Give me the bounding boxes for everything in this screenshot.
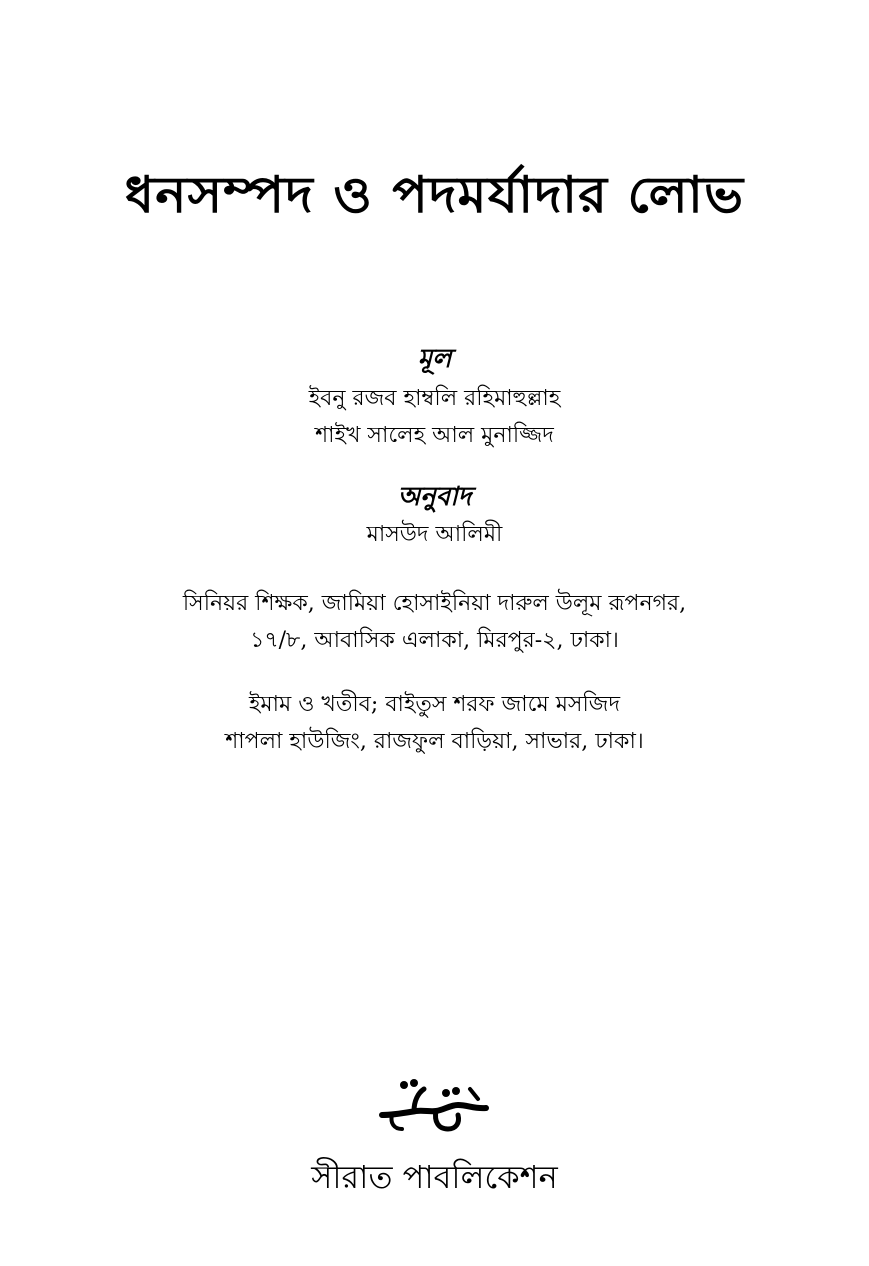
affiliation-line: সিনিয়র শিক্ষক, জামিয়া হোসাইনিয়া দারুল উলূম রূপনগর, (182, 591, 687, 616)
author-name: ইবনু রজব হাম্বলি রহিমাহুল্লাহ (308, 386, 561, 411)
translation-heading: অনুবাদ (397, 482, 472, 512)
original-heading: মূল (417, 344, 452, 374)
publisher-name: সীরাত পাবলিকেশন (311, 1158, 558, 1196)
affiliation-line: ১৭/৮, আবাসিক এলাকা, মিরপুর-২, ঢাকা। (250, 628, 619, 653)
author-name: শাইখ সালেহ আল মুনাজ্জিদ (315, 423, 554, 448)
book-title: ধনসম্পদ ও পদমর্যাদার লোভ (124, 165, 745, 224)
affiliation-line: শাপলা হাউজিং, রাজফুল বাড়িয়া, সাভার, ঢাকা। (225, 729, 644, 754)
translator-name: মাসউদ আলিমী (366, 522, 503, 547)
affiliation-line: ইমাম ও খতীব; বাইতুস শরফ জামে মসজিদ (248, 692, 621, 717)
calligraphy-logo-icon (374, 1075, 494, 1137)
